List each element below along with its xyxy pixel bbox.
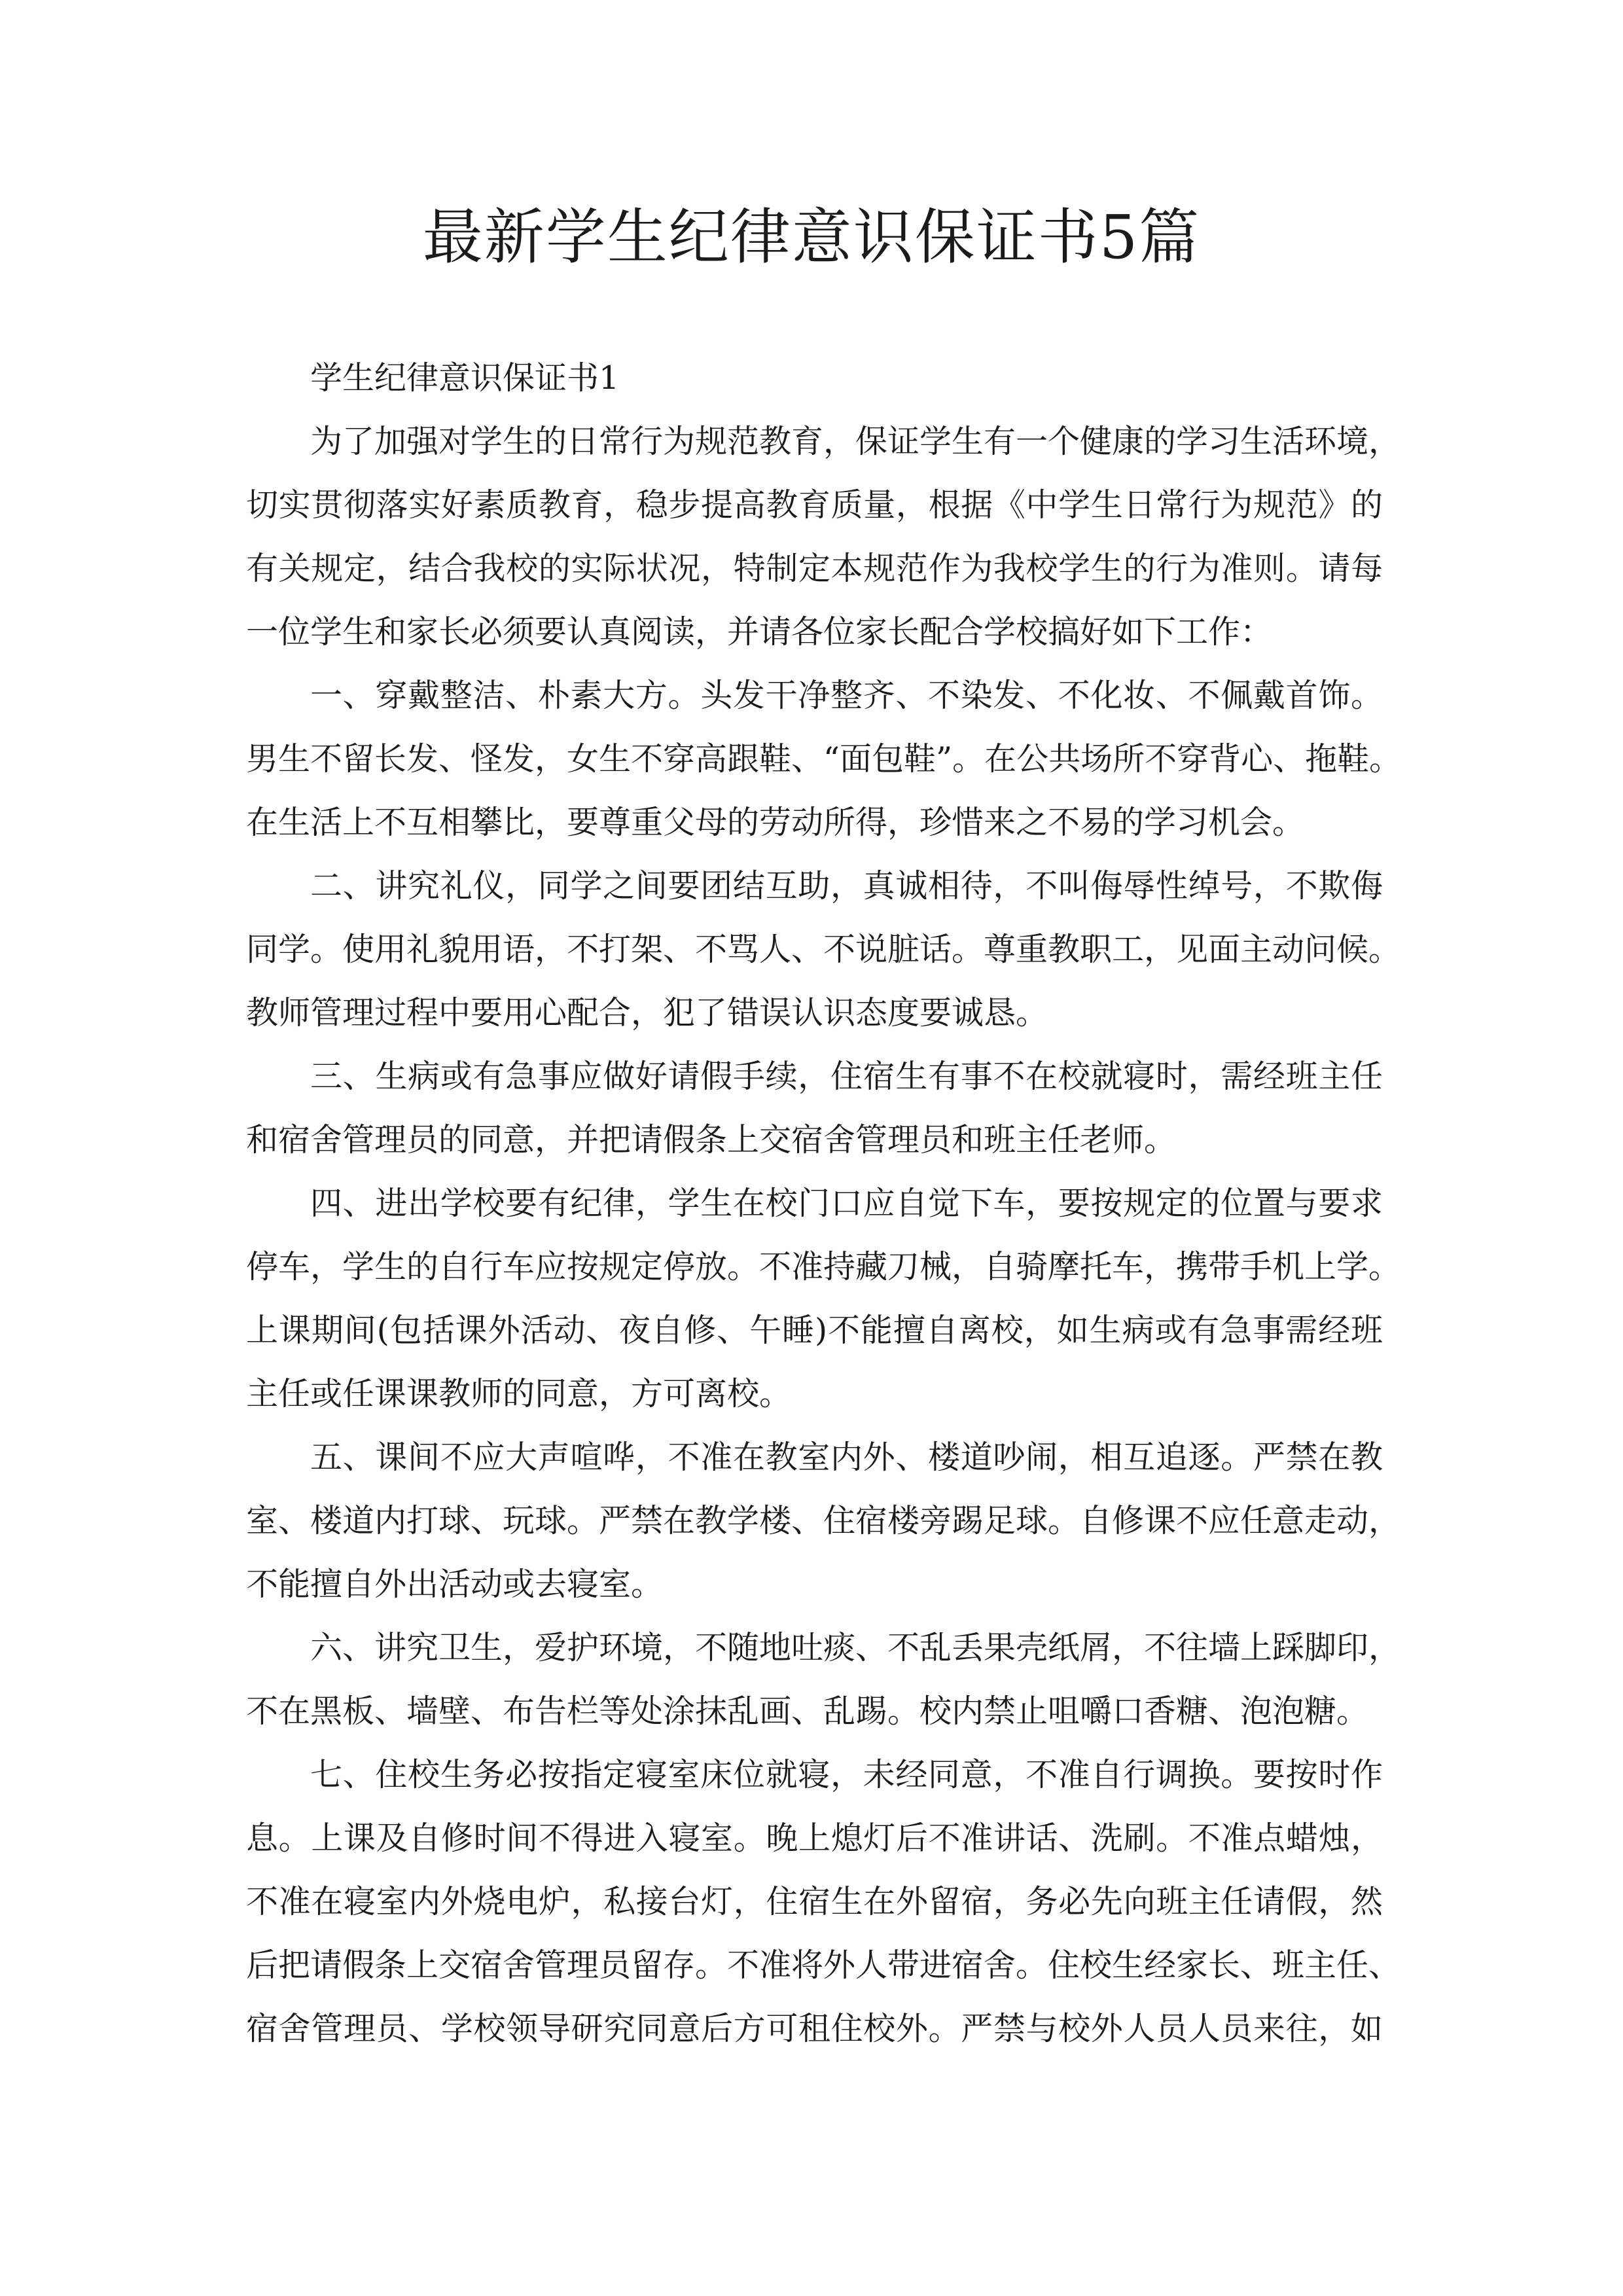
paragraph-line: 主任或任课课教师的同意，方可离校。: [246, 1375, 792, 1412]
paragraph-line: 为了加强对学生的日常行为规范教育，保证学生有一个健康的学习生活环境，: [310, 423, 1401, 460]
paragraph-line: 一位学生和家长必须要认真阅读，并请各位家长配合学校搞好如下工作：: [246, 613, 1273, 651]
paragraph-line: 和宿舍管理员的同意，并把请假条上交宿舍管理员和班主任老师。: [246, 1121, 1177, 1158]
paragraph-line: 有关规定，结合我校的实际状况，特制定本规范作为我校学生的行为准则。请每: [246, 550, 1383, 587]
paragraph-line: 五、课间不应大声喧哗，不准在教室内外、楼道吵闹，相互追逐。严禁在教: [310, 1439, 1383, 1476]
paragraph-line: 七、住校生务必按指定寝室床位就寝，未经同意，不准自行调换。要按时作: [310, 1756, 1383, 1793]
paragraph: [246, 1743, 1401, 2060]
paragraph-line: 男生不留长发、怪发，女生不穿高跟鞋、“面包鞋”。在公共场所不穿背心、拖鞋。: [246, 740, 1402, 778]
paragraph-line: 后把请假条上交宿舍管理员留存。不准将外人带进宿舍。住校生经家长、班主任、: [246, 1946, 1401, 1984]
paragraph: [246, 1045, 1383, 1172]
paragraph: [246, 1426, 1401, 1616]
paragraph-line: 不准在寝室内外烧电炉，私接台灯，住宿生在外留宿，务必先向班主任请假，然: [246, 1883, 1383, 1920]
paragraph-line: 不在黑板、墙壁、布告栏等处涂抹乱画、乱踢。校内禁止咀嚼口香糖、泡泡糖。: [246, 1693, 1369, 1730]
paragraph-line: 室、楼道内打球、玩球。严禁在教学楼、住宿楼旁踢足球。自修课不应任意走动，: [246, 1502, 1401, 1539]
paragraph-line: 息。上课及自修时间不得进入寝室。晚上熄灯后不准讲话、洗刷。不准点蜡烛，: [246, 1820, 1383, 1857]
paragraph: [246, 1616, 1401, 1743]
paragraph-line: 在生活上不互相攀比，要尊重父母的劳动所得，珍惜来之不易的学习机会。: [246, 804, 1305, 841]
paragraph: [246, 1172, 1401, 1426]
document-title: 最新学生纪律意识保证书5篇: [422, 202, 1201, 272]
paragraph-line: 三、生病或有急事应做好请假手续，住宿生有事不在校就寝时，需经班主任: [310, 1058, 1383, 1095]
paragraph-line: 六、讲究卫生，爱护环境，不随地吐痰、不乱丢果壳纸屑，不往墙上踩脚印，: [310, 1629, 1401, 1666]
paragraph-line: 宿舍管理员、学校领导研究同意后方可租住校外。严禁与校外人员人员来往，如: [246, 2010, 1383, 2047]
paragraph-line: 停车，学生的自行车应按规定停放。不准持藏刀械，自骑摩托车，携带手机上学。: [246, 1248, 1401, 1285]
paragraph-line: 二、讲究礼仪，同学之间要团结互助，真诚相待，不叫侮辱性绰号，不欺侮: [310, 867, 1383, 905]
paragraph-line: 同学。使用礼貌用语，不打架、不骂人、不说脏话。尊重教职工，见面主动问候。: [246, 931, 1401, 968]
paragraph-line: 四、进出学校要有纪律，学生在校门口应自觉下车，要按规定的位置与要求: [310, 1185, 1383, 1222]
paragraph-line: 教师管理过程中要用心配合，犯了错误认识态度要诚恳。: [246, 994, 1048, 1031]
paragraph-line: 不能擅自外出活动或去寝室。: [246, 1566, 664, 1603]
section-heading: 学生纪律意识保证书1: [310, 359, 620, 397]
paragraph: [246, 410, 1401, 664]
paragraph: [246, 664, 1402, 854]
document-body: [246, 346, 1402, 2060]
paragraph-line: 一、穿戴整洁、朴素大方。头发干净整齐、不染发、不化妆、不佩戴首饰。: [310, 677, 1383, 714]
paragraph-line: 切实贯彻落实好素质教育，稳步提高教育质量，根据《中学生日常行为规范》的: [246, 486, 1383, 524]
paragraph-line: 上课期间(包括课外活动、夜自修、午睡)不能擅自离校，如生病或有急事需经班: [246, 1312, 1383, 1349]
paragraph: [246, 854, 1401, 1045]
